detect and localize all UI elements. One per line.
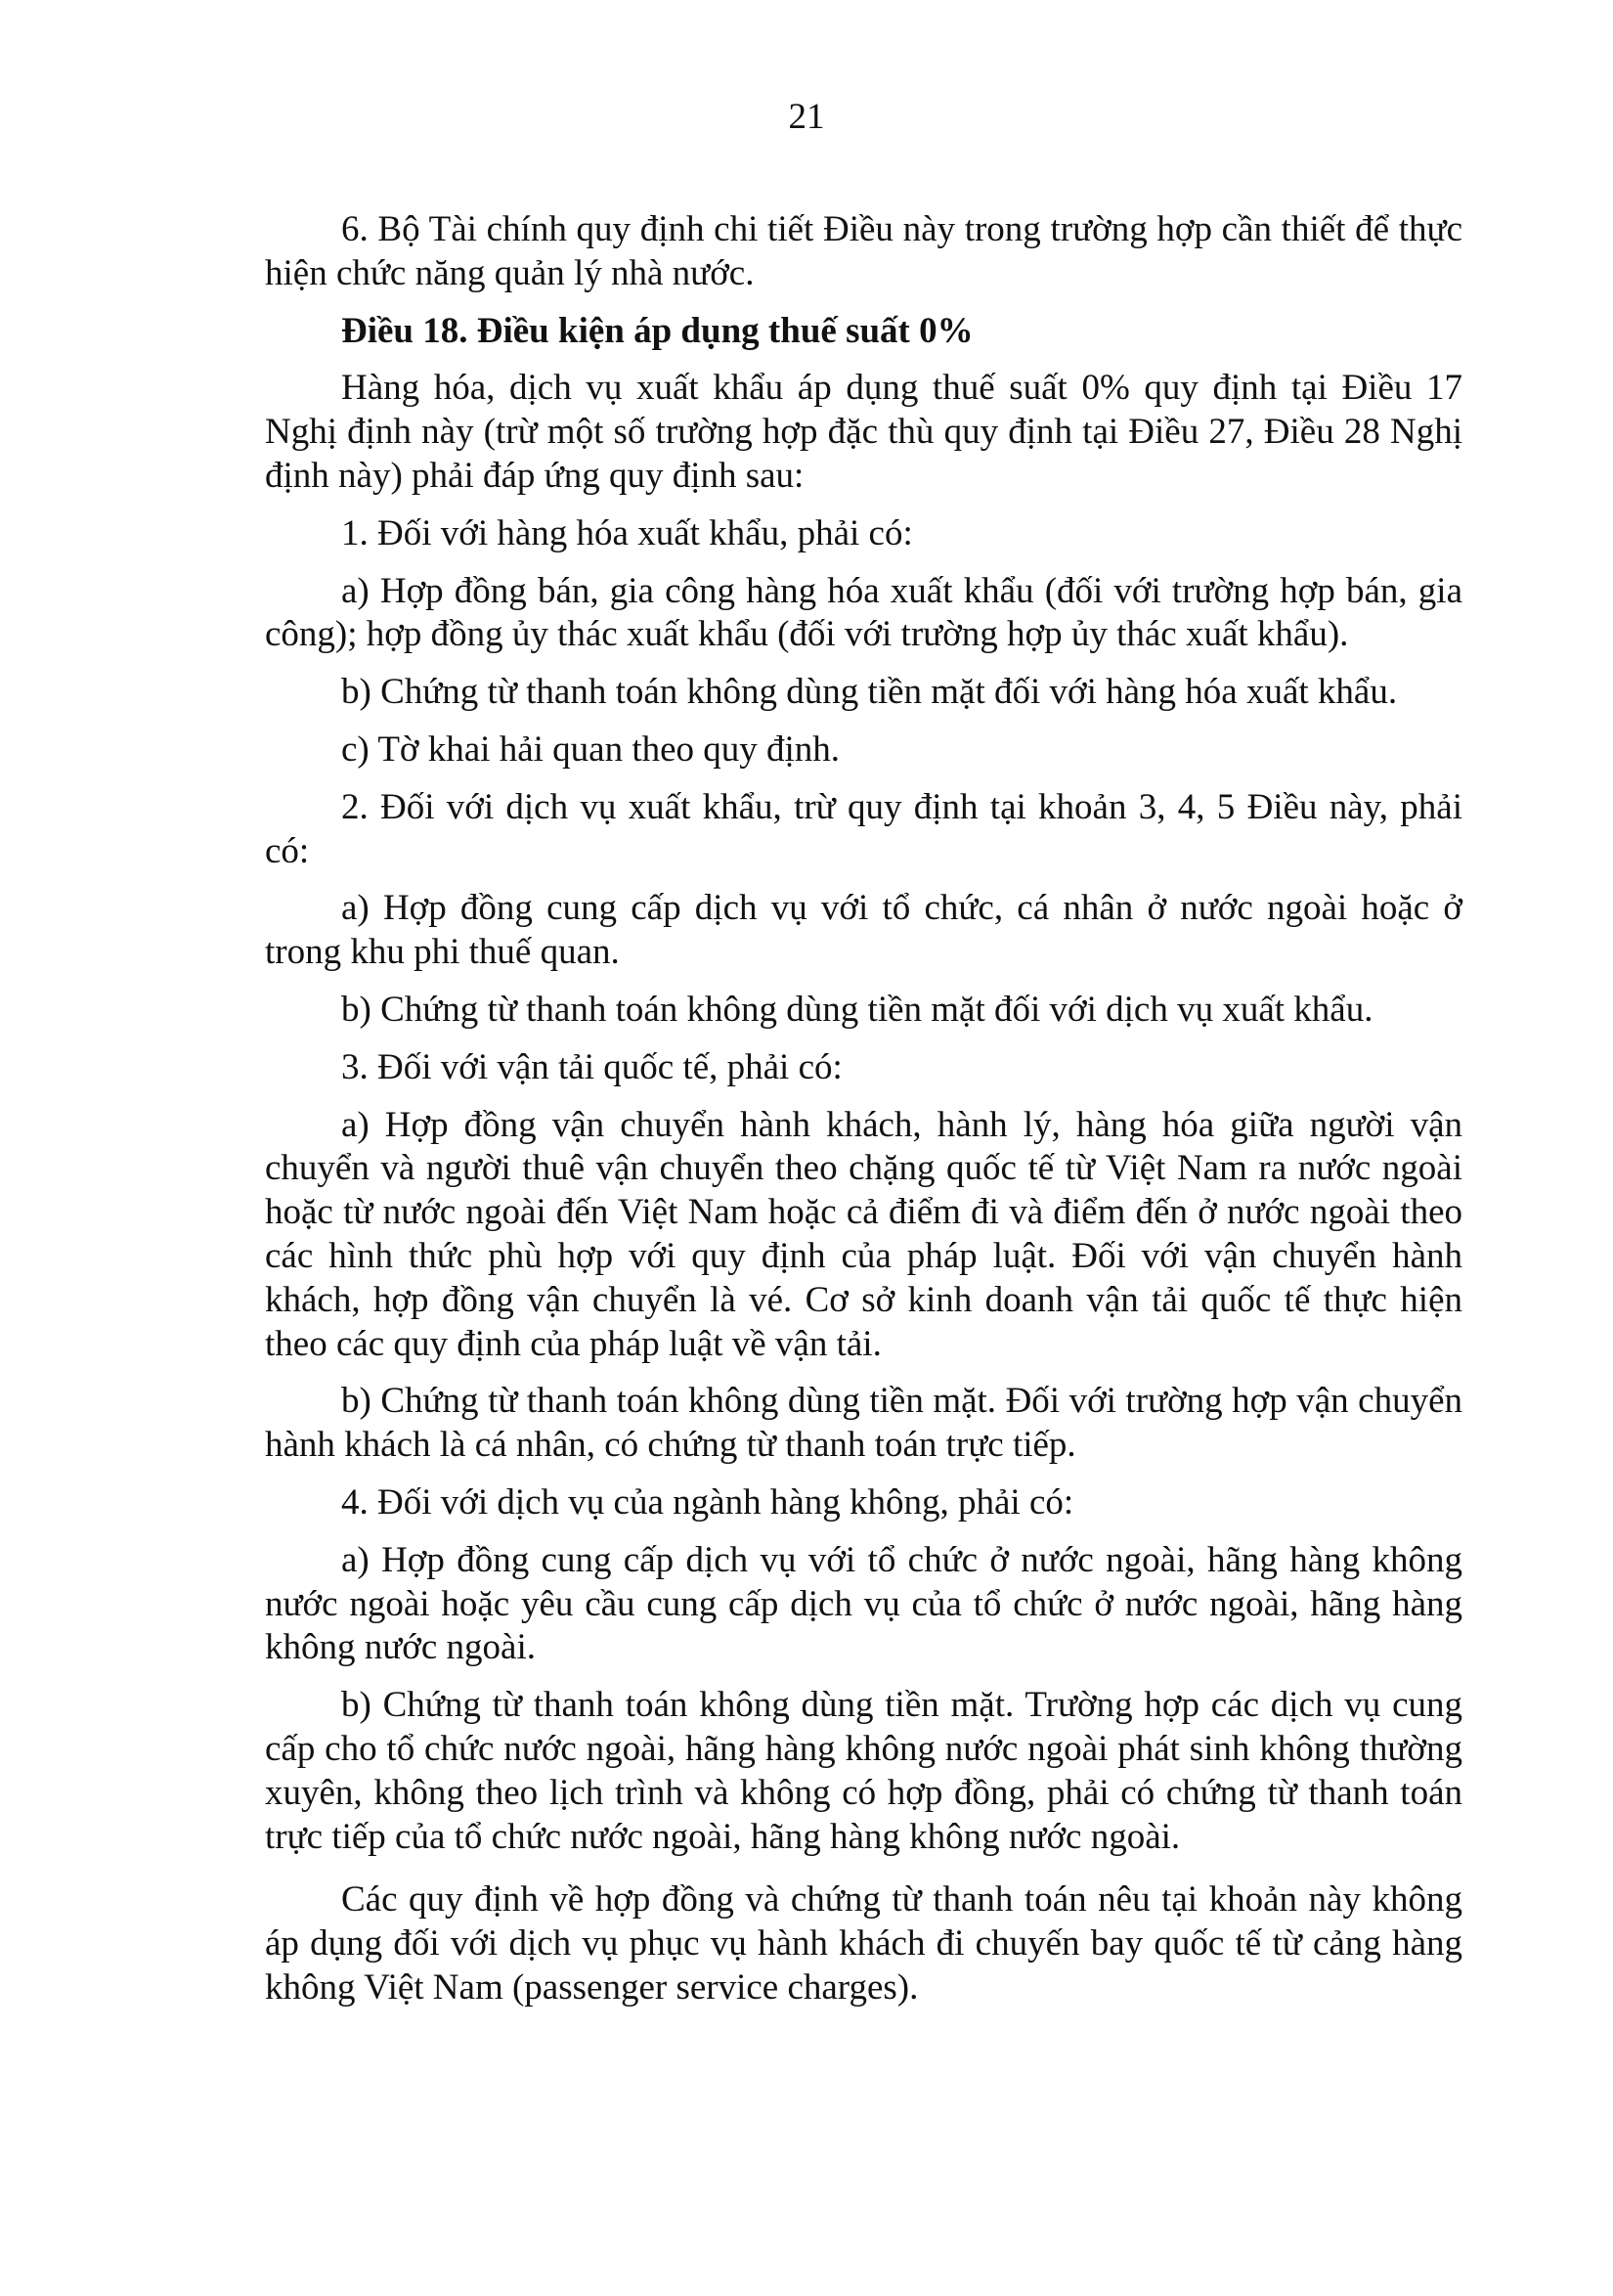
clause-heading: 2. Đối với dịch vụ xuất khẩu, trừ quy định tại khoản 3, 4, 5 Điều này, phải có: [265, 786, 1462, 871]
paragraph: a) Hợp đồng cung cấp dịch vụ với tổ chức ở nước ngoài, hãng hàng không nước ngoài hoặc yêu cầu cung cấp dịch vụ của tổ chức ở nước ngoài, hãng hàng không nước ngoài. [265, 1539, 1462, 1668]
paragraph: b) Chứng từ thanh toán không dùng tiền mặt. Trường hợp các dịch vụ cung cấp cho tổ chức nước ngoài, hãng hàng không nước ngoài phát sinh không thường xuyên, không theo lịch trình và không có hợp đồng, phải có chứng từ thanh toán trực tiếp của tổ chức nước ngoài, hãng hàng không nước ngoài. [265, 1685, 1462, 1857]
clause-heading: 3. Đối với vận tải quốc tế, phải có: [341, 1046, 843, 1087]
paragraph: a) Hợp đồng vận chuyển hành khách, hành lý, hàng hóa giữa người vận chuyển và người thuê vận chuyển theo chặng quốc tế từ Việt Nam ra nước ngoài hoặc từ nước ngoài đến Việt Nam hoặc cả điểm đi và điểm đến ở nước ngoài theo các hình thức phù hợp với quy định của pháp luật. Đối với vận chuyển hành khách, hợp đồng vận chuyển là vé. Cơ sở kinh doanh vận tải quốc tế thực hiện theo các quy định của pháp luật về vận tải. [265, 1104, 1462, 1364]
paragraph: 6. Bộ Tài chính quy định chi tiết Điều này trong trường hợp cần thiết để thực hiện chức năng quản lý nhà nước. [265, 209, 1462, 293]
clause-heading: 4. Đối với dịch vụ của ngành hàng không, phải có: [341, 1481, 1074, 1523]
document-body [265, 208, 1462, 2024]
page-number: 21 [788, 97, 825, 137]
paragraph: a) Hợp đồng cung cấp dịch vụ với tổ chức, cá nhân ở nước ngoài hoặc ở trong khu phi thuế quan. [265, 888, 1462, 973]
paragraph: Hàng hóa, dịch vụ xuất khẩu áp dụng thuế suất 0% quy định tại Điều 17 Nghị định này (trừ một số trường hợp đặc thù quy định tại Điều 27, Điều 28 Nghị định này) phải đáp ứng quy định sau: [265, 368, 1462, 496]
paragraph: b) Chứng từ thanh toán không dùng tiền mặt đối với hàng hóa xuất khẩu. [341, 672, 1398, 713]
paragraph: Các quy định về hợp đồng và chứng từ thanh toán nêu tại khoản này không áp dụng đối với dịch vụ phục vụ hành khách đi chuyến bay quốc tế từ cảng hàng không Việt Nam (passenger service charges). [265, 1879, 1462, 2008]
paragraph: a) Hợp đồng bán, gia công hàng hóa xuất khẩu (đối với trường hợp bán, gia công); hợp đồng ủy thác xuất khẩu (đối với trường hợp ủy thác xuất khẩu). [265, 570, 1462, 655]
paragraph: c) Tờ khai hải quan theo quy định. [341, 729, 841, 770]
paragraph: b) Chứng từ thanh toán không dùng tiền mặt. Đối với trường hợp vận chuyển hành khách là cá nhân, có chứng từ thanh toán trực tiếp. [265, 1381, 1462, 1466]
article-heading: Điều 18. Điều kiện áp dụng thuế suất 0% [341, 310, 974, 351]
paragraph: b) Chứng từ thanh toán không dùng tiền mặt đối với dịch vụ xuất khẩu. [341, 989, 1373, 1030]
clause-heading: 1. Đối với hàng hóa xuất khẩu, phải có: [341, 512, 913, 553]
